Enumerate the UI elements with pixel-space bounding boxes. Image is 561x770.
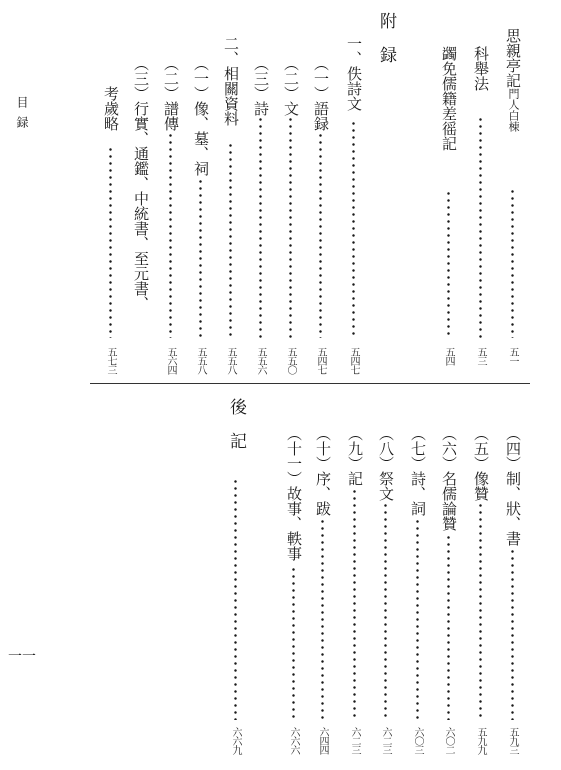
toc-entry-wen: （二）文	[282, 56, 300, 116]
toc-entry-yulu: （一）語録	[312, 56, 330, 131]
page-number: 五九三	[507, 727, 518, 754]
leader-dots	[447, 190, 450, 338]
page-number: 五三	[475, 347, 486, 365]
page-number: 五五八	[195, 347, 206, 374]
toc-entry-kaosui-lue: 考歲略	[102, 86, 120, 131]
leader-dots	[416, 518, 419, 720]
leader-dots	[199, 178, 202, 338]
toc-entry-xiang-mu-ci: （一）像、墓、祠	[192, 56, 210, 176]
page-number: 五九九	[475, 727, 486, 754]
leader-dots	[319, 132, 322, 338]
section-heading-postscript: 後 記	[226, 398, 246, 449]
page-number: 六〇二	[443, 727, 454, 754]
page-number: 六〇三	[412, 727, 423, 754]
toc-entry-sichin-ting-ji	[505, 28, 520, 132]
toc-entry-xiangguan-ziliao: 二、相關資料	[222, 36, 240, 126]
page-number: 五七三	[105, 347, 116, 374]
page-number: 六二三	[349, 727, 360, 754]
leader-dots	[234, 478, 237, 720]
page-number: 五一	[507, 347, 518, 365]
leader-dots	[353, 488, 356, 720]
toc-entry-jiwen: （八）祭文	[377, 426, 395, 501]
toc-entry-shi-ci: （七）詩、詞	[409, 426, 427, 516]
toc-author-note: 門人白棟	[507, 88, 520, 132]
page-number: 五五〇	[285, 347, 296, 374]
page-number: 五五八	[225, 347, 236, 374]
toc-entry-xu-ba: （十）序、跋	[314, 426, 332, 516]
leader-dots	[259, 116, 262, 338]
leader-dots	[229, 142, 232, 338]
leader-dots	[384, 502, 387, 720]
leader-dots	[109, 146, 112, 338]
toc-entry-keju-fa: 科舉法	[472, 46, 490, 91]
toc-entry-xiangzan: （五）像贊	[472, 426, 490, 501]
page-folio: 一一	[8, 649, 36, 665]
toc-entry-juanmian: 蠲免儒籍差徭記	[440, 46, 458, 151]
toc-entry-mingru-lunzan: （六）名儒論贊	[440, 426, 458, 531]
page-number: 五四七	[315, 347, 326, 374]
toc-entry-xingshi: （三）行實、通鑑、中統書、至元書、	[132, 56, 150, 311]
page-number: 六六六	[288, 727, 299, 754]
page-number: 五六四	[165, 347, 176, 374]
section-divider	[90, 383, 530, 384]
section-heading-appendix: 附 録	[376, 12, 396, 63]
leader-dots	[479, 116, 482, 338]
leader-dots	[289, 116, 292, 338]
leader-dots	[321, 518, 324, 720]
page-number: 五四七	[348, 347, 359, 374]
leader-dots	[352, 120, 355, 338]
leader-dots	[479, 502, 482, 720]
leader-dots	[511, 188, 514, 338]
page-number: 六六九	[230, 727, 241, 754]
leader-dots	[511, 548, 514, 720]
page-number: 六二三	[380, 727, 391, 754]
page-number: 五五六	[255, 347, 266, 374]
toc-entry-gushi-yishi: （十一）故事、軼事	[285, 426, 303, 561]
leader-dots	[169, 132, 172, 338]
toc-entry-ji: （九）記	[346, 426, 364, 486]
toc-entry-zhi-zhuang-shu: （四）制、狀、書	[504, 426, 522, 546]
running-head: 目録	[15, 96, 29, 136]
toc-title: 思親亭記	[504, 28, 522, 88]
toc-entry-yi-shiwen: 一、佚詩文	[345, 36, 363, 111]
page-number: 六四四	[317, 727, 328, 754]
toc-entry-puzhuan: （二）譜傳	[162, 56, 180, 131]
page-number: 五四	[443, 347, 454, 365]
toc-entry-shi: （三）詩	[252, 56, 270, 116]
leader-dots	[292, 566, 295, 720]
leader-dots	[447, 534, 450, 720]
